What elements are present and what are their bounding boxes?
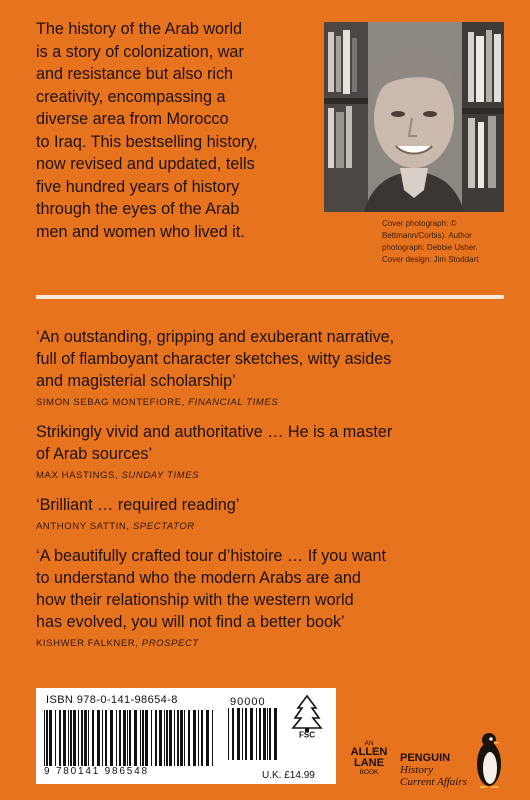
blurb-line: to Iraq. This bestselling history, xyxy=(36,132,258,151)
quote-line: to understand who the modern Arabs are and xyxy=(36,569,361,587)
blurb-line: through the eyes of the Arab xyxy=(36,200,240,218)
quote-line: ‘A beautifully crafted tour d’histoire … If you want xyxy=(36,547,387,565)
cover-credits xyxy=(382,218,522,266)
quote-publication: SPECTATOR xyxy=(132,521,195,532)
barcode-icon xyxy=(44,710,216,766)
credits-line: Cover photograph: © xyxy=(382,219,457,228)
review-quote xyxy=(36,494,506,516)
blurb xyxy=(36,18,326,243)
penguin-name: PENGUIN xyxy=(400,752,451,764)
addon-barcode-icon xyxy=(228,708,280,760)
barcode-digits: 9 780141 986548 xyxy=(44,766,149,777)
blurb-line: creativity, encompassing a xyxy=(36,87,226,106)
quote-author: KISHWER FALKNER, xyxy=(36,638,139,649)
blurb-line: is a story of colonization, war xyxy=(36,42,244,61)
review-quote xyxy=(36,326,506,392)
quote-line: ‘An outstanding, gripping and exuberant narrative, xyxy=(36,328,395,346)
imprint-line1: ALLEN xyxy=(350,746,388,758)
blurb-line: five hundred years of history xyxy=(36,177,240,196)
blurb-line: and resistance but also rich xyxy=(36,65,234,83)
quote-author: SIMON SEBAG MONTEFIORE, xyxy=(36,397,185,408)
quote-source xyxy=(36,521,506,532)
barcode-addon-number: 90000 xyxy=(230,696,266,708)
review-quotes xyxy=(36,326,506,662)
quote-author: MAX HASTINGS, xyxy=(36,470,119,481)
allen-lane-logo xyxy=(344,740,394,776)
blurb-line: diverse area from Morocco xyxy=(36,110,229,128)
penguin-imprint xyxy=(400,752,467,788)
review-quote xyxy=(36,421,506,465)
quote-line: full of flamboyant character sketches, witty asides xyxy=(36,350,392,368)
penguin-logo-icon xyxy=(474,730,504,790)
barcode-panel xyxy=(36,688,336,784)
fsc-logo-icon xyxy=(290,694,324,738)
quote-source xyxy=(36,397,506,408)
isbn-label: ISBN 978-0-141-98654-8 xyxy=(46,694,178,706)
quote-line: how their relationship with the western world xyxy=(36,591,354,609)
divider-rule xyxy=(36,295,504,299)
imprint-line2: LANE xyxy=(354,757,384,769)
quote-source xyxy=(36,470,506,481)
credits-line: photograph: Debbie Usher. xyxy=(382,243,478,252)
price-label: U.K. £14.99 xyxy=(262,770,315,781)
category-line1: History xyxy=(400,764,433,776)
review-quote xyxy=(36,545,506,633)
quote-publication: SUNDAY TIMES xyxy=(121,470,200,481)
quote-source xyxy=(36,638,506,649)
category-line2: Current Affairs xyxy=(400,776,467,788)
quote-author: ANTHONY SATTIN, xyxy=(36,521,130,532)
blurb-line: men and women who lived it. xyxy=(36,222,245,241)
blurb-line: The history of the Arab world xyxy=(36,20,243,38)
author-photo xyxy=(324,22,504,212)
credits-line: Cover design: Jim Stoddart xyxy=(382,255,479,264)
quote-line: of Arab sources’ xyxy=(36,445,153,463)
quote-line: has evolved, you will not find a better book’ xyxy=(36,613,345,631)
quote-line: Strikingly vivid and authoritative … He is a master xyxy=(36,423,393,441)
imprint-prefix: AN xyxy=(364,740,374,747)
quote-line: ‘Brilliant … required reading’ xyxy=(36,496,240,514)
quote-publication: PROSPECT xyxy=(141,638,199,649)
credits-line: Bettmann/Corbis). Author xyxy=(382,231,472,240)
quote-line: and magisterial scholarship’ xyxy=(36,372,236,390)
imprint-suffix: BOOK xyxy=(359,769,379,776)
fsc-label: FSC xyxy=(299,730,315,738)
quote-publication: FINANCIAL TIMES xyxy=(188,397,279,408)
blurb-line: now revised and updated, tells xyxy=(36,155,255,173)
